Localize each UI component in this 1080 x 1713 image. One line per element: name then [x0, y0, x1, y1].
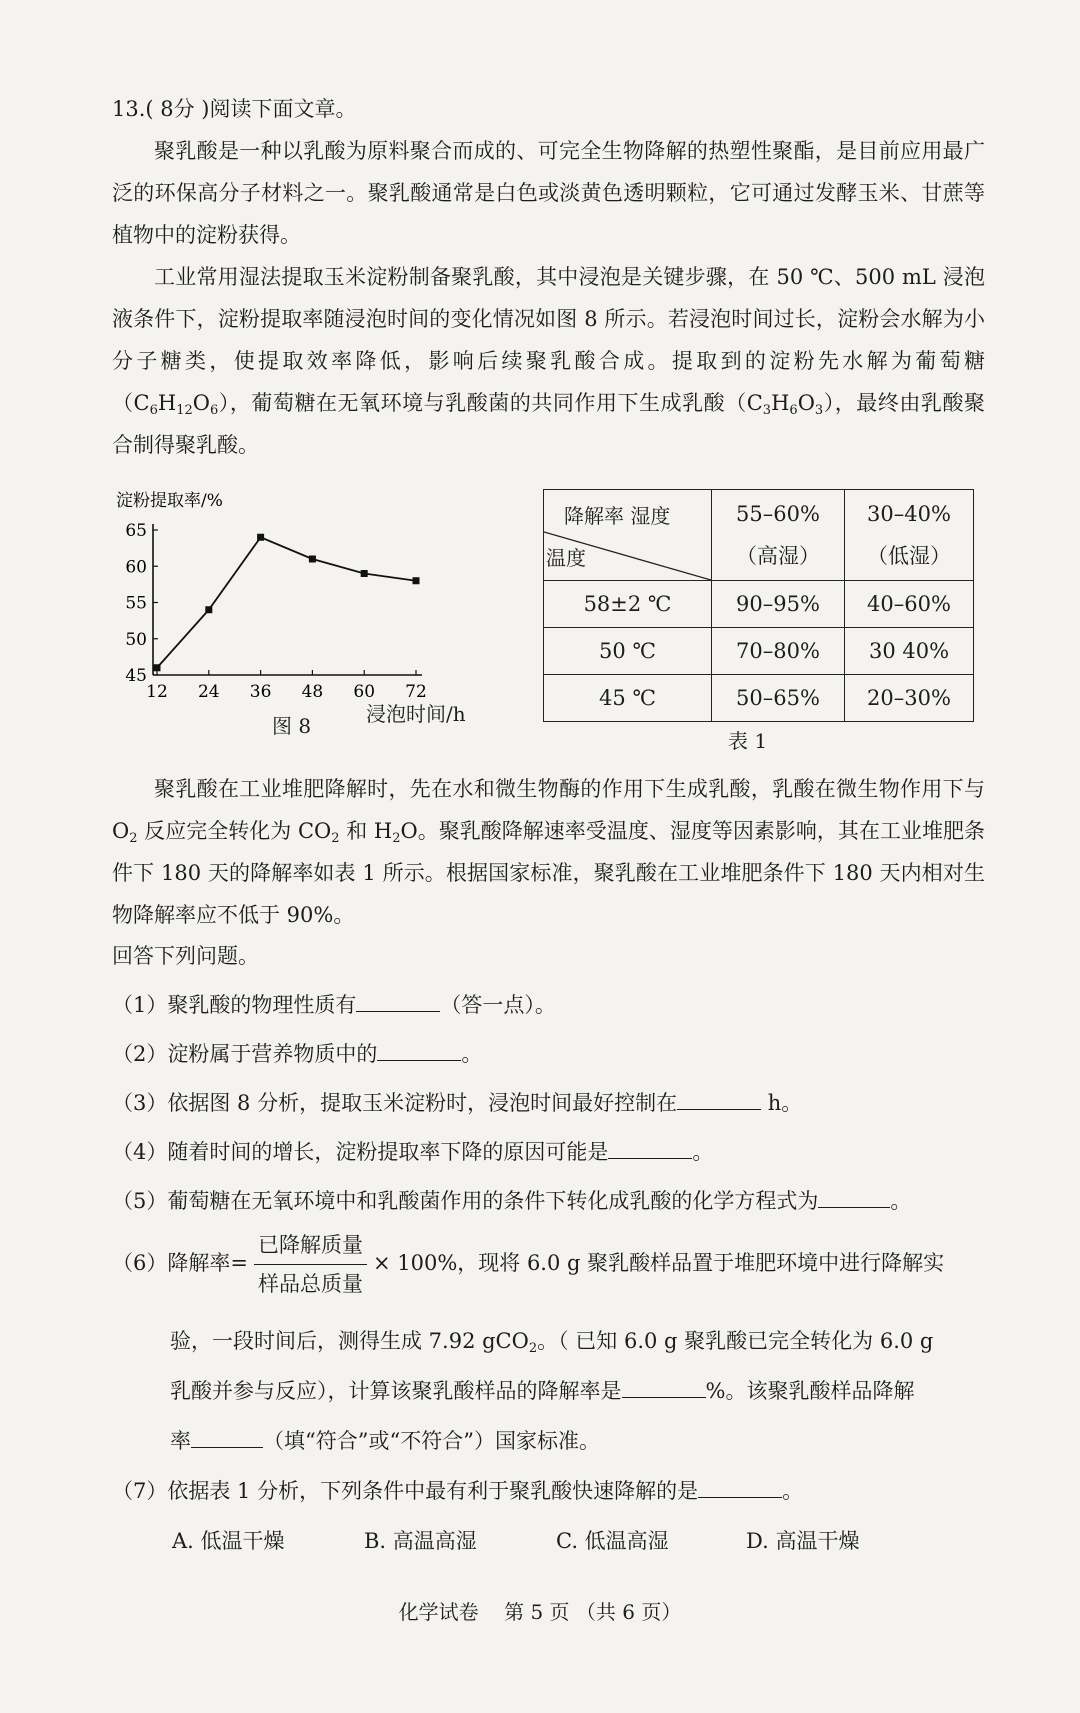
- table-header-low: 30–40% （低湿）: [845, 490, 974, 581]
- question-6-line-2: 验，一段时间后，测得生成 7.92 gCO$_2$。（ 已知 6.0 g 聚乳酸已完全转化为 6.0 g: [170, 1329, 934, 1356]
- question-6-line-3: 乳酸并参与反应），计算该聚乳酸样品的降解率是 %。该聚乳酸样品降解: [170, 1370, 914, 1412]
- question-5: （5）葡萄糖在无氧环境中和乳酸菌作用的条件下转化成乳酸的化学方程式为 。: [112, 1180, 911, 1222]
- answer-blank[interactable]: [698, 1475, 782, 1498]
- answer-blank[interactable]: [608, 1136, 692, 1159]
- answer-blank[interactable]: [622, 1375, 706, 1398]
- degradation-rate-fraction: $\frac{\text{已降解质量}}{\text{样品总质量}}$: [254, 1230, 367, 1299]
- chart-point: [361, 570, 368, 577]
- table-cell-high: 90–95%: [712, 581, 845, 628]
- table-cell-low: 20–30%: [845, 675, 974, 722]
- question-7-options: [172, 1520, 859, 1562]
- answer-blank[interactable]: [377, 1038, 461, 1061]
- table-row: [544, 675, 974, 722]
- table-corner-cell: [544, 490, 712, 581]
- table-cell-temp: 58±2 ℃: [544, 581, 712, 628]
- table-row: [544, 628, 974, 675]
- chart-x-tick-label: 24: [197, 682, 220, 702]
- chart-axes: [153, 524, 422, 675]
- chart-x-tick-label: 72: [405, 682, 427, 702]
- question-6-line-4: 率 （填“符合”或“不符合”）国家标准。: [170, 1420, 600, 1462]
- chart-point: [413, 577, 420, 584]
- chart-x-tick-label: 48: [301, 682, 324, 702]
- answer-blank[interactable]: [677, 1087, 761, 1110]
- chart-point: [257, 534, 264, 541]
- chart-y-tick-label: 60: [125, 557, 147, 578]
- option-c[interactable]: C. 低温高湿: [556, 1529, 669, 1553]
- chart-points: [154, 534, 420, 672]
- article-paragraph-1: 聚乳酸是一种以乳酸为原料聚合而成的、可完全生物降解的热塑性聚酯，是目前应用最广泛的环保高分子材料之一。聚乳酸通常是白色或淡黄色透明颗粒，它可通过发酵玉米、甘蔗等植物中的淀粉获得。: [112, 139, 985, 247]
- question-3: （3）依据图 8 分析，提取玉米淀粉时，浸泡时间最好控制在 h。: [112, 1082, 802, 1124]
- answer-blank[interactable]: [356, 989, 440, 1012]
- questions-intro: 回答下列问题。: [112, 944, 259, 968]
- table-caption: 表 1: [728, 729, 768, 753]
- table-cell-low: 30 40%: [845, 628, 974, 675]
- chart-x-tick-label: 60: [353, 682, 376, 702]
- question-instruction: 阅读下面文章。: [209, 97, 357, 121]
- article-paragraph-3: 聚乳酸在工业堆肥降解时，先在水和微生物酶的作用下生成乳酸，乳酸在微生物作用下与 $O_2$ 反应完全转化为 $CO_2$ 和 $H_2O$。聚乳酸降解速率受温度、湿度等因素影响，其在工业堆肥条件下 180 天的降解率如表 1 所示。根据国家标准，聚乳酸在工业堆肥条件下 180 天内相对生物降解率应不低于 90%。: [112, 777, 985, 927]
- chart-ylabel: 淀粉提取率/%: [116, 491, 223, 511]
- degradation-table: [543, 489, 974, 722]
- table-cell-temp: 45 ℃: [544, 675, 712, 722]
- table-corner-bottom: 温度: [546, 546, 586, 570]
- question-2: （2）淀粉属于营养物质中的 。: [112, 1033, 482, 1075]
- chart-xlabel: 浸泡时间/h: [366, 702, 466, 726]
- table-cell-high: 50–65%: [712, 675, 845, 722]
- answer-blank[interactable]: [191, 1425, 263, 1448]
- chart-point: [154, 664, 161, 671]
- chart-y-tick-label: 50: [125, 629, 147, 650]
- chart-x-tick-label: 12: [146, 682, 168, 702]
- answer-blank[interactable]: [818, 1185, 890, 1208]
- question-7: （7）依据表 1 分析，下列条件中最有利于聚乳酸快速降解的是 。: [112, 1470, 803, 1512]
- chart-y-tick-label: 55: [125, 593, 147, 614]
- chart-point: [309, 556, 316, 563]
- option-b[interactable]: B. 高温高湿: [364, 1529, 477, 1553]
- question-6: （6）降解率= $\frac{\text{已降解质量}}{\text{样品总质量}}$ × 100%，现将 6.0 g 聚乳酸样品置于堆肥环境中进行降解实: [112, 1230, 944, 1299]
- chart-point: [205, 606, 212, 613]
- starch-extraction-chart: [110, 490, 450, 730]
- table-cell-high: 70–80%: [712, 628, 845, 675]
- table-cell-low: 40–60%: [845, 581, 974, 628]
- question-number: 13.: [112, 97, 146, 121]
- option-d[interactable]: D. 高温干燥: [746, 1529, 860, 1553]
- chart-caption: 图 8: [272, 714, 312, 738]
- page-footer: 化学试卷 第 5 页 （共 6 页）: [398, 1600, 682, 1624]
- chart-series-line: [157, 537, 416, 668]
- table-header-high: 55–60% （高湿）: [712, 490, 845, 581]
- chart-x-tick-label: 36: [249, 682, 272, 702]
- table-cell-temp: 50 ℃: [544, 628, 712, 675]
- question-4: （4）随着时间的增长，淀粉提取率下降的原因可能是 。: [112, 1131, 713, 1173]
- table-row: [544, 581, 974, 628]
- table-corner-top: 降解率 湿度: [564, 504, 671, 528]
- question-1: （1）聚乳酸的物理性质有 （答一点）。: [112, 984, 556, 1026]
- option-a[interactable]: A. 低温干燥: [172, 1529, 285, 1553]
- chart-y-tick-label: 65: [125, 521, 147, 541]
- question-score: ( 8分 ): [145, 97, 210, 121]
- question-header: [112, 88, 357, 130]
- chart-y-tick-label: 45: [125, 666, 147, 686]
- article-paragraph-2: 工业常用湿法提取玉米淀粉制备聚乳酸，其中浸泡是关键步骤，在 50 ℃、500 mL 浸泡液条件下，淀粉提取率随浸泡时间的变化情况如图 8 所示。若浸泡时间过长，淀粉会水解为小分子糖类，使提取效率降低，影响后续聚乳酸合成。提取到的淀粉先水解为葡萄糖$(C_6H_{12}O_6)$，葡萄糖在无氧环境与乳酸菌的共同作用下生成乳酸$(C_3H_6O_3)$，最终由乳酸聚合制得聚乳酸。: [112, 265, 985, 457]
